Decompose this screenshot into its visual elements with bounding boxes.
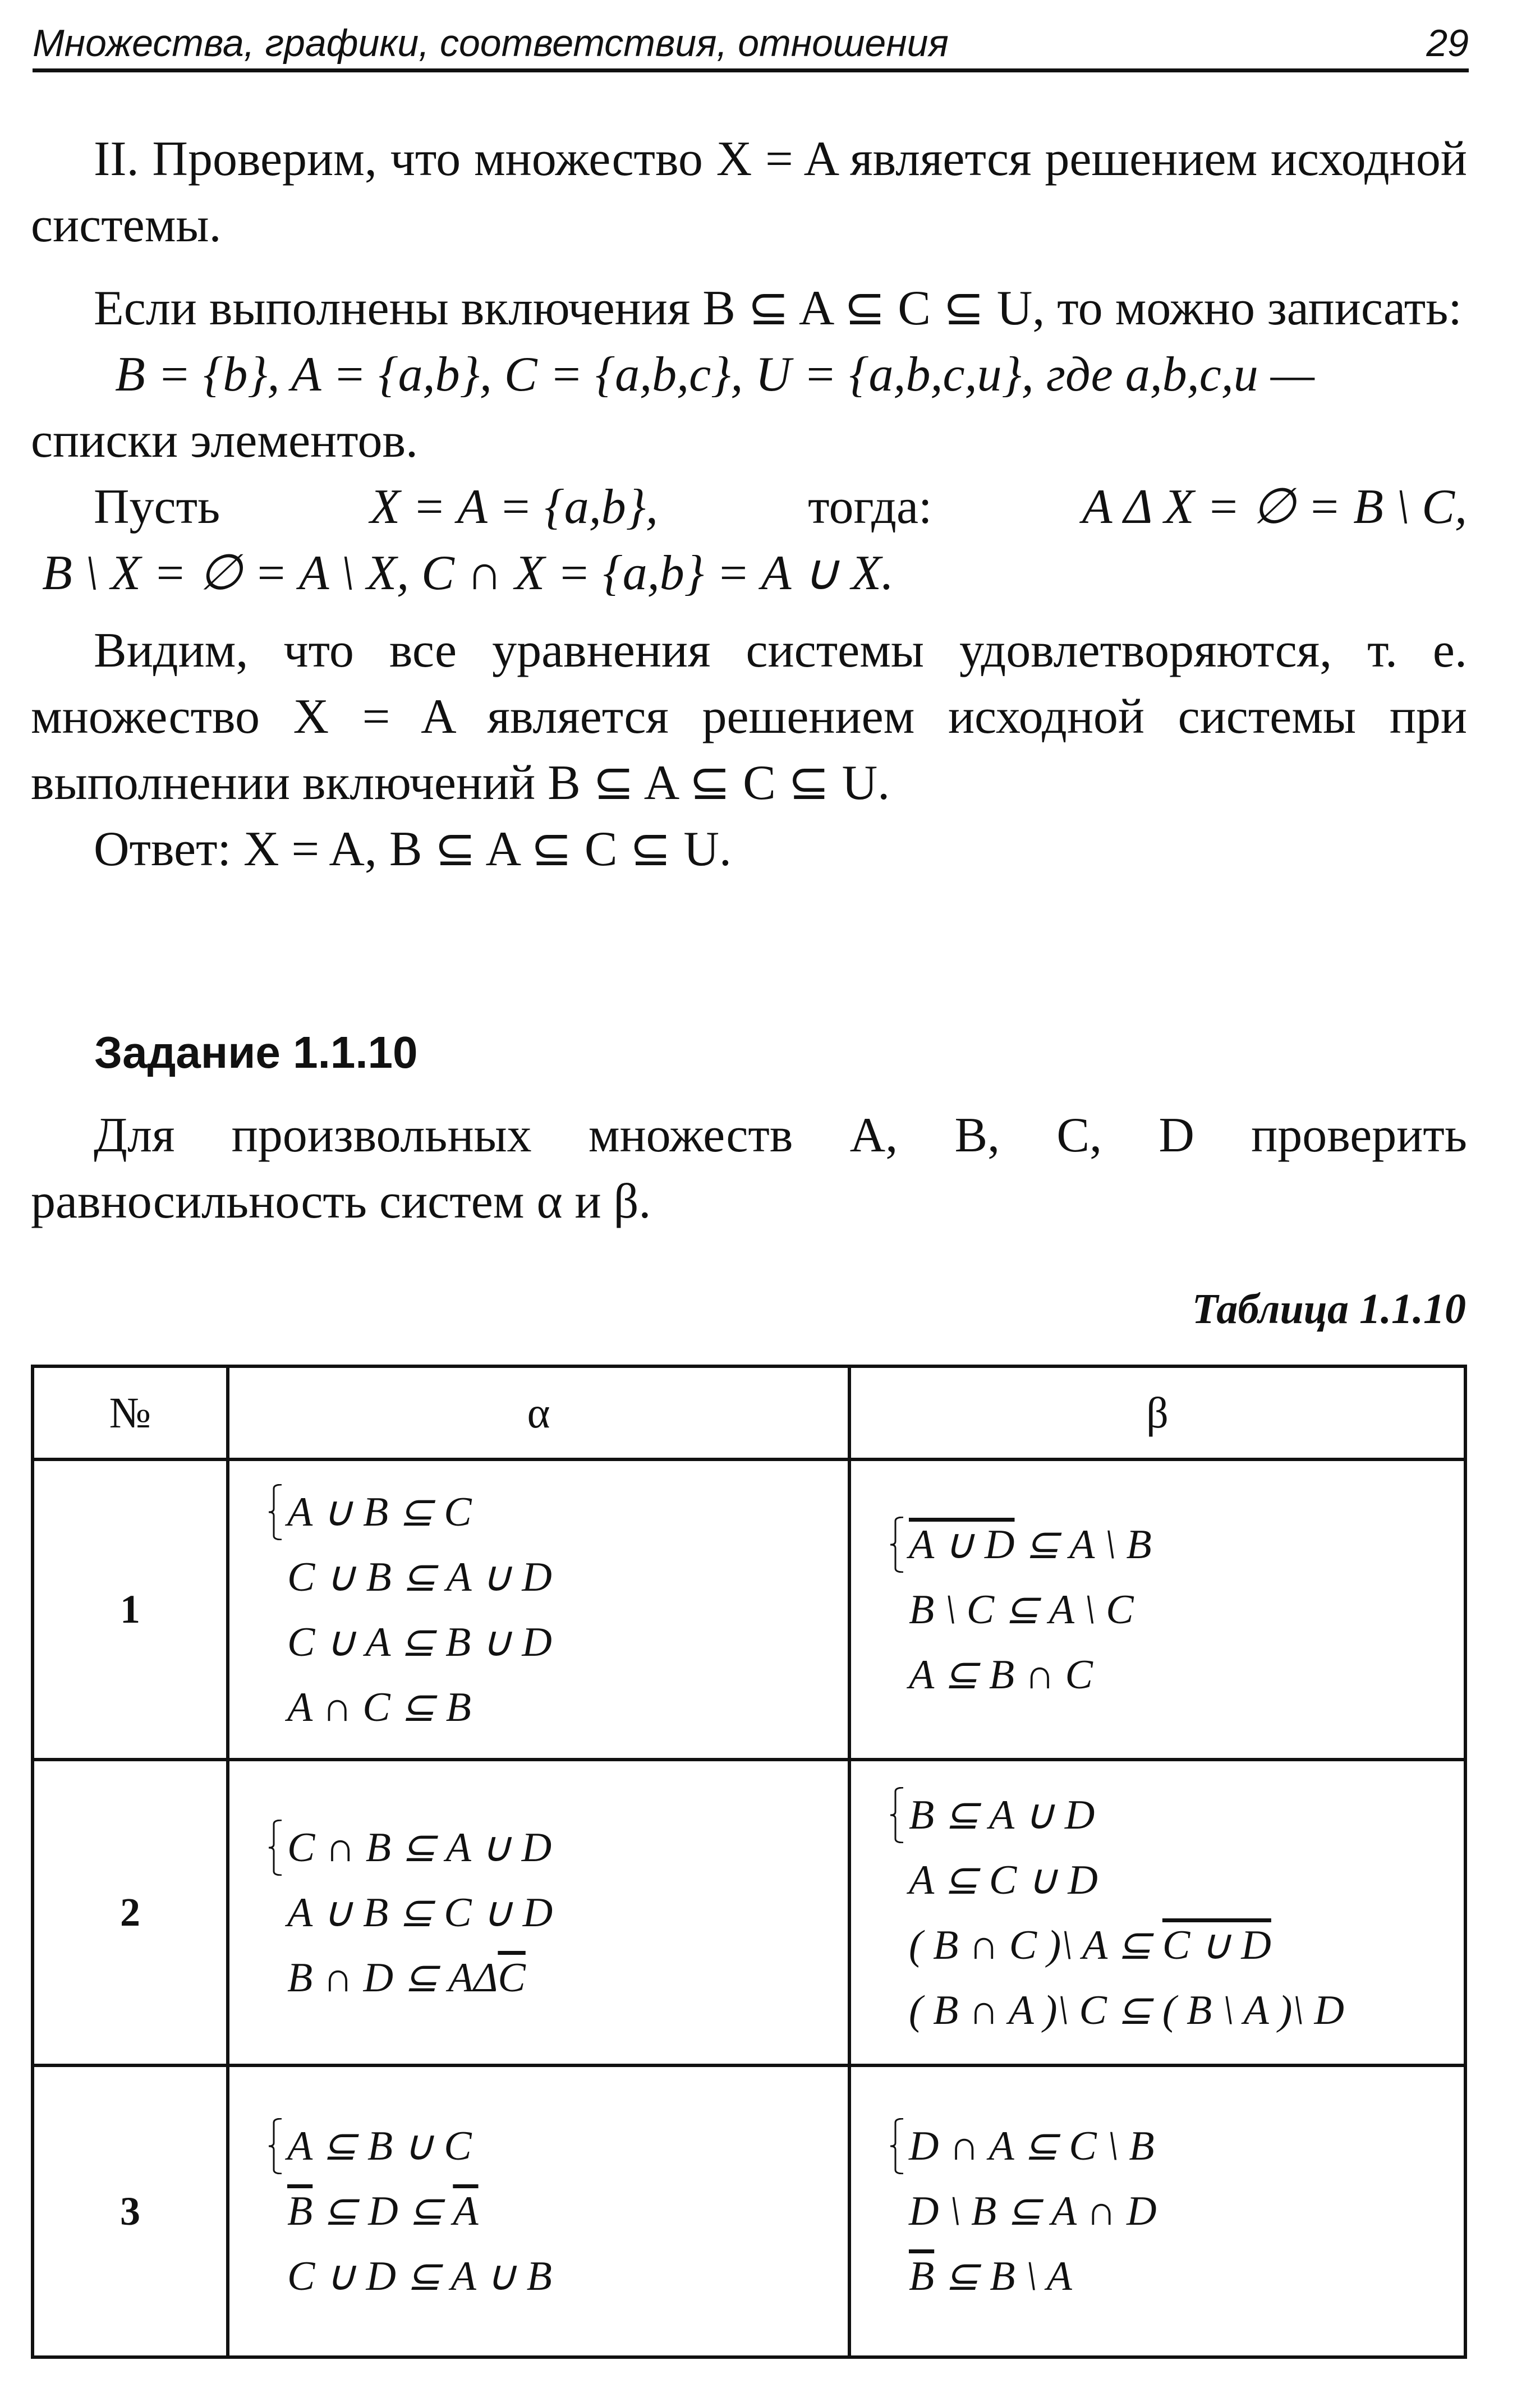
left-brace [267, 1820, 284, 1876]
difference-formula: B \ X = ∅ = A \ X, C ∩ X = {a,b} = A ∪ X. [42, 546, 894, 600]
table-header-row [33, 1366, 1465, 1459]
answer-line: Ответ: X = A, B ⊆ A ⊆ C ⊆ U. [94, 822, 732, 876]
inclusion-line [909, 1783, 1463, 1848]
inclusion-text: ⊆ A \ B [1014, 1521, 1152, 1568]
beta-system-cell [849, 1459, 1465, 1760]
let-formula: X = A = {a,b}, [370, 480, 658, 534]
beta-system [885, 1783, 1463, 2043]
inclusion-line [287, 2179, 847, 2244]
overlined-term: A ∪ D [909, 1521, 1015, 1568]
row-number: 2 [33, 1760, 228, 2065]
paragraph-check: II. Проверим, что множество X = A является решением исходной системы. [31, 132, 1467, 252]
inclusion-text: C ∪ D ⊆ A ∪ B [287, 2253, 552, 2299]
beta-system-cell [849, 2065, 1465, 2357]
inclusion-text: D \ B ⊆ A ∩ D [909, 2188, 1157, 2234]
page-number: 29 [1426, 22, 1469, 65]
inclusion-line [909, 1512, 1463, 1577]
inclusion-text: B ⊆ A ∪ D [909, 1792, 1095, 1838]
alpha-system [264, 1815, 847, 2010]
beta-system-cell [849, 1760, 1465, 2065]
overlined-term: $\overline{C}$ [498, 1954, 526, 2001]
running-header [33, 10, 1469, 72]
inclusion-text: C ∪ A ⊆ B ∪ D [287, 1619, 552, 1665]
alpha-system-cell [228, 1459, 849, 1760]
left-brace [889, 1517, 905, 1573]
systems-table [31, 1365, 1467, 2359]
alpha-system [264, 1480, 847, 1740]
inclusion-text: A ∪ B ⊆ C [287, 1489, 472, 1535]
row-number: 1 [33, 1459, 228, 1760]
sets-formula: B = {b}, A = {a,b}, C = {a,b,c}, U = {a,b,c,u}, где a,b,c,u — [115, 347, 1315, 402]
header-beta: β [849, 1366, 1465, 1459]
inclusion-text: C ∩ B ⊆ A ∪ D [287, 1824, 552, 1871]
inclusion-line [909, 1642, 1463, 1707]
inclusion-line [909, 1913, 1463, 1978]
inclusion-line [287, 1480, 847, 1545]
paragraph-inclusions: Если выполнены включения B ⊆ A ⊆ C ⊆ U, то можно записать: [94, 281, 1462, 336]
left-brace [267, 2118, 284, 2174]
table-row [33, 1760, 1465, 2065]
symmetric-difference-formula: A Δ X = ∅ = B \ C, [1082, 480, 1467, 534]
task-statement [31, 1103, 1467, 1235]
paragraph-lists: списки элементов. [31, 414, 418, 468]
inclusion-text: A ⊆ C ∪ D [909, 1857, 1098, 1903]
inclusion-text: C ∪ B ⊆ A ∪ D [287, 1554, 552, 1600]
inclusion-text: A ⊆ B ∩ C [909, 1651, 1093, 1698]
alpha-system-cell [228, 1760, 849, 2065]
inclusion-line [909, 2114, 1463, 2179]
inclusion-text: B ∩ D ⊆ AΔ [287, 1954, 498, 2001]
inclusion-line [909, 1848, 1463, 1913]
inclusion-text: ⊆ D ⊆ [312, 2188, 453, 2234]
inclusion-line [287, 1945, 847, 2010]
overlined-term: $\overline{A}$ [453, 2188, 479, 2234]
inclusion-line [909, 2244, 1463, 2309]
inclusion-text: D ∩ A ⊆ C \ B [909, 2123, 1155, 2169]
inclusion-line [909, 2179, 1463, 2244]
table-row [33, 2065, 1465, 2357]
inclusion-text: B \ C ⊆ A \ C [909, 1586, 1134, 1633]
table-row [33, 1459, 1465, 1760]
inclusion-line [287, 1675, 847, 1740]
inclusion-line [287, 1880, 847, 1945]
overlined-term: C ∪ D [1162, 1922, 1271, 1968]
let-line [31, 474, 1467, 540]
inclusion-line [287, 1815, 847, 1880]
row-number: 3 [33, 2065, 228, 2357]
task-text: Для произвольных множеств A, B, C, D проверить равносильность систем α и β. [31, 1108, 1467, 1229]
inclusion-line [287, 2244, 847, 2309]
header-number: № [33, 1366, 228, 1459]
table-caption: Таблица 1.1.10 [1192, 1285, 1466, 1333]
inclusion-line [287, 2114, 847, 2179]
header-alpha: α [228, 1366, 849, 1459]
task-heading: Задание 1.1.10 [94, 1027, 418, 1077]
inclusion-text: A ⊆ B ∪ C [287, 2123, 472, 2169]
overlined-term: $\overline{B}$ [909, 2253, 935, 2299]
beta-system [885, 2114, 1463, 2309]
overlined-term: $\overline{B}$ [287, 2188, 313, 2234]
left-brace [889, 1787, 905, 1843]
left-brace [889, 2118, 905, 2174]
inclusion-line [909, 1978, 1463, 2043]
inclusion-line [287, 1545, 847, 1610]
running-header-title: Множества, графики, соответствия, отношения [33, 22, 949, 65]
left-brace [267, 1484, 284, 1540]
inclusion-text: ( B ∩ A )\ C ⊆ ( B \ A )\ D [909, 1987, 1344, 2033]
beta-system [885, 1512, 1463, 1707]
paragraph-conclusion: Видим, что все уравнения системы удовлетворяются, т. е. множество X = A является решением исходной системы при выполнении включений B ⊆ A ⊆ C ⊆ U. [31, 623, 1467, 810]
inclusion-text: A ∪ B ⊆ C ∪ D [287, 1889, 553, 1936]
let-word: Пусть [94, 480, 220, 534]
solution-text [31, 126, 1467, 883]
inclusion-text: ⊆ B \ A [934, 2253, 1072, 2299]
then-word: тогда: [808, 480, 932, 534]
inclusion-line [909, 1577, 1463, 1642]
alpha-system [264, 2114, 847, 2309]
inclusion-line [287, 1610, 847, 1675]
inclusion-text: A ∩ C ⊆ B [287, 1684, 471, 1730]
alpha-system-cell [228, 2065, 849, 2357]
inclusion-text: ( B ∩ C )\ A ⊆ [909, 1922, 1162, 1968]
